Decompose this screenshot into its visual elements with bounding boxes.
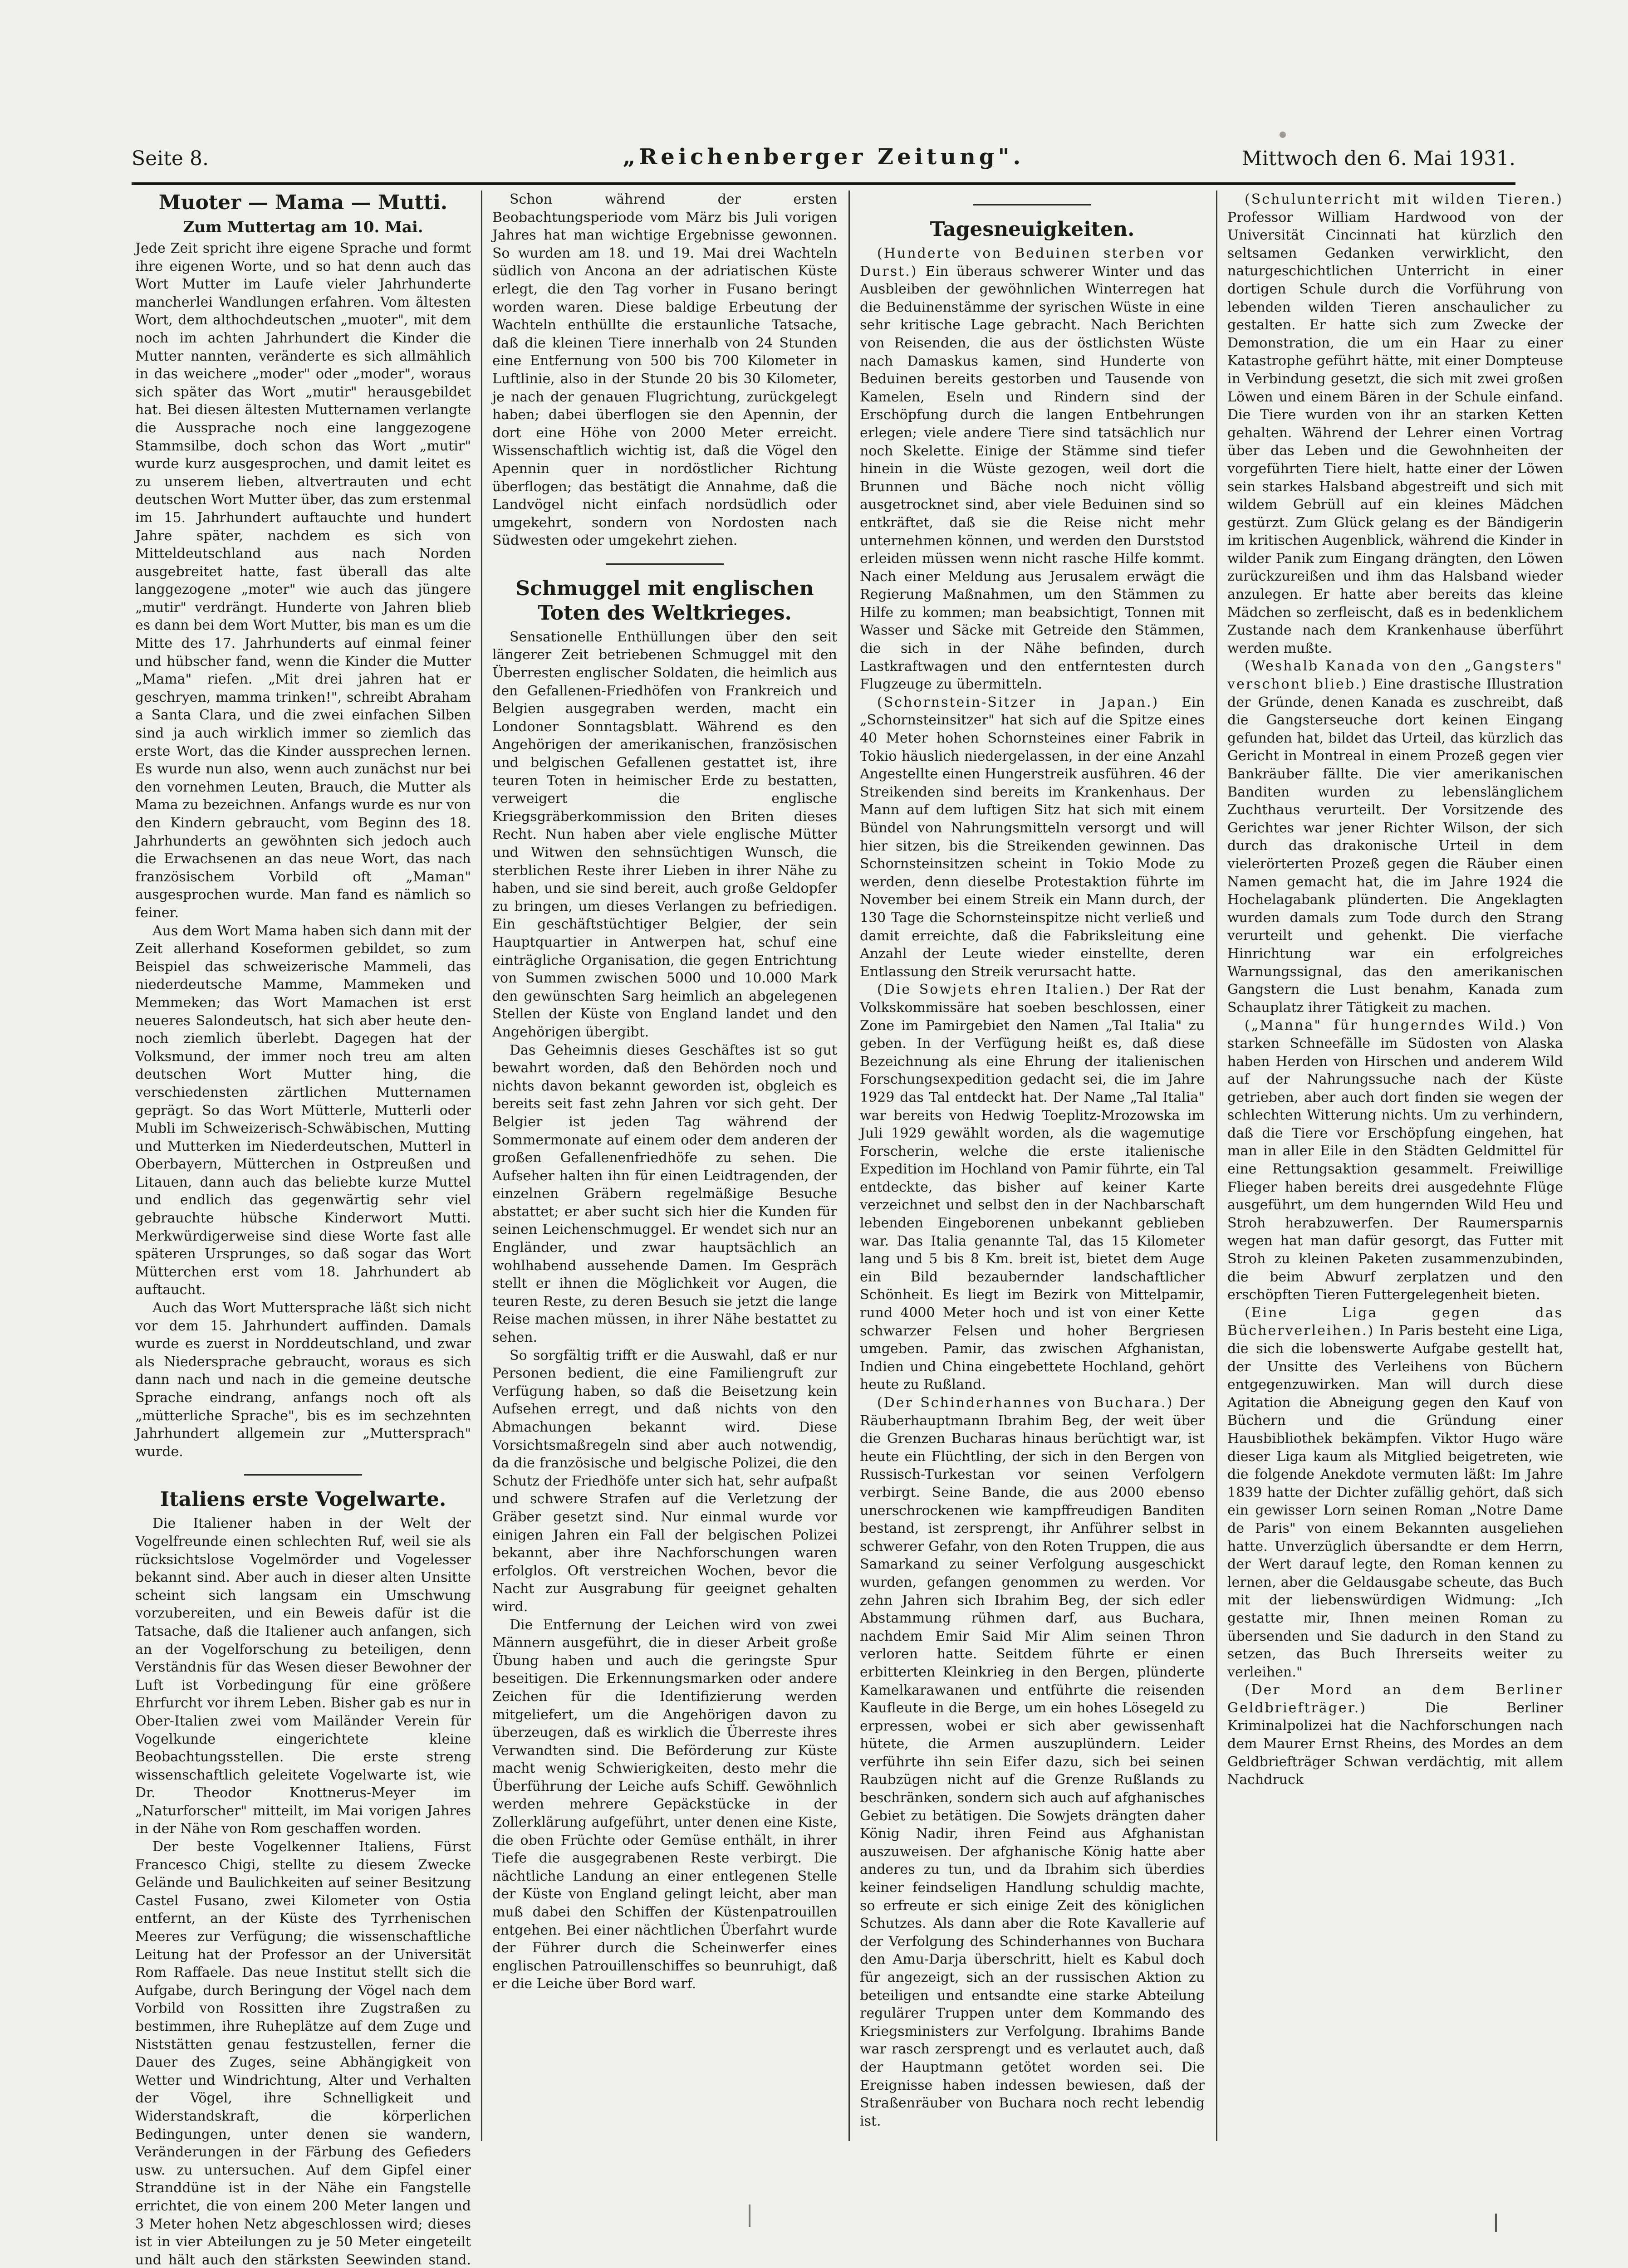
- article-separator: [973, 204, 1091, 205]
- column-4: [1227, 191, 1563, 2141]
- column-2: [492, 191, 837, 2141]
- paragraph: So sorgfältig trifft er die Auswahl, daß er nur Personen bedient, die eine Familiengruft zur Verfügung haben, so daß die Beisetzung kein Aufsehen erregt, und daß nichts von den Abmachungen bekannt wird. Diese Vorsichtsmaßregeln sind aber auch notwendig, da die französische und belgische Polizei, die den Schutz der Friedhöfe unter sich hat, sehr aufpaßt und schwere Strafen auf die Verletzung der Gräber gesetzt sind. Nur einmal wurde vor einigen Jahren ein Fall der belgischen Polizei bekannt, aber ihre Nachforschungen waren erfolglos. Oft verstreichen Wochen, bevor die Nacht zur Ausgrabung für geeignet gehalten wird.: [492, 1347, 837, 1615]
- column-3: [860, 191, 1205, 2141]
- page-number: Seite 8.: [132, 147, 209, 170]
- paragraph: Jede Zeit spricht ihre eigene Sprache und formt ihre eigenen Worte, und so hat denn auch das Wort Mutter im Laufe vieler Jahrhunderte mancherlei Wandlungen erfahren. Vom ältesten Wort, dem althochdeutschen „muoter", mit dem noch im achten Jahrhundert die Kinder die Mutter nannten, veränderte es sich allmählich in das weichere „moder" oder „moder", woraus sich später das Wort „mutir" herausgebildet hat. Bei diesen ältesten Mutternamen verlangte die Aussprache noch eine langgezogene Stammsilbe, doch schon das Wort „mutir" wurde kurz ausgesprochen, und damit leitet es zu unserem lieben, altvertrauten und echt deutschen Wort Mutter über, das zum erstenmal im 15. Jahrhundert auftauchte und hundert Jahre später, nachdem es sich von Mitteldeutschland aus nach Norden ausgebreitet hatte, fast überall das alte langgezogene „moter" wie auch das jüngere „mutir" verdrängt. Hunderte von Jahren blieb es dann bei dem Wort Mutter, bis man es um die Mitte des 17. Jahrhunderts auf einmal feiner und hübscher fand, wenn die Kinder die Mutter „Mama" riefen. „Mit drei jahren hat er geschryen, mamma trinken!", schreibt Abraham a Santa Clara, und die zwei einfachen Silben sind ja auch wirklich immer so ziemlich das erste Wort, das die Kinder aussprechen lernen. Es wurde nun also, wenn auch zunächst nur bei den vornehmen Leuten, Brauch, die Mutter als Mama zu bezeichnen. Anfangs wurde es nur von den Kindern gebraucht, vom Beginn des 18. Jahrhunderts an gewöhnten sich jedoch auch die Erwachsenen an das neue Wort, das nach französischem Vorbild oft „Maman" ausgesprochen wurde. Man fand es nämlich so feiner.: [135, 240, 471, 921]
- paragraph: Aus dem Wort Mama haben sich dann mit der Zeit allerhand Koseformen gebildet, so zum Beispiel das schweizerische Mammeli, das niederdeutsche Mamme, Mammeken und Memmeken; das Wort Mamachen ist erst neueres Salondeutsch, hat sich aber heute den-noch ziemlich überlebt. Dagegen hat der Volksmund, der immer noch treu am alten deutschen Wort Mutter hing, die verschiedensten zärtlichen Mutternamen geprägt. So das Wort Mütterle, Mutterli oder Mubli im Schweizerisch-Schwäbischen, Mutting und Mutterken im Niederdeutschen, Mutterl in Oberbayern, Mütterchen in Ostpreußen und Litauen, dann auch das beliebte kurze Muttel und endlich das gegenwärtig sehr viel gebrauchte hübsche Kinderwort Mutti. Merkwürdigerweise sind diese Worte fast alle späteren Ursprunges, so daß sogar das Wort Mütterchen erst vom 18. Jahrhundert ab auftaucht.: [135, 923, 471, 1298]
- page-header: [132, 144, 1515, 181]
- paragraph: Auch das Wort Muttersprache läßt sich nicht vor dem 15. Jahrhundert auffinden. Damals wurde es zuerst in Norddeutschland, und zwar als Niedersprache gebraucht, woraus es sich dann nach und nach in die gemeine deutsche Sprache eindrang, anfangs noch oft als „mütterliche Sprache", bis es im sechzehnten Jahrhundert allgemein zur „Muttersprach" wurde.: [135, 1300, 471, 1460]
- article-separator: [606, 563, 724, 565]
- section-title-tagesneuigkeiten: Tagesneuigkeiten.: [930, 218, 1135, 241]
- paragraph: Sensationelle Enthüllungen über den seit längerer Zeit betriebenen Schmuggel mit den Überresten englischer Soldaten, die heimlich aus den Gefallenen-Friedhöfen von Frankreich und Belgien ausgegraben werden, macht ein Londoner Sonntagsblatt. Während es den Angehörigen der amerikanischen, französischen und belgischen Gefallenen gestattet ist, ihre teuren Toten in heimischer Erde zu bestatten, verweigert die englische Kriegsgräberkommission den Briten dieses Recht. Nun haben aber viele englische Mütter und Witwen den sehnsüchtigen Wunsch, die sterblichen Reste ihrer Lieben in ihrer Nähe zu haben, und sie sind bereit, auch große Geldopfer zu bringen, um dieses Verlangen zu befriedigen. Ein geschäftstüchtiger Belgier, der sein Hauptquartier in Antwerpen hat, schuf eine einträgliche Organisation, die gegen Entrichtung von Summen zwischen 5000 und 10.000 Mark den gewünschten Sarg heimlich an abgelegenen Stellen der Küste von England landet und den Angehörigen übergibt.: [492, 629, 837, 1040]
- news-heading: (Schornstein-Sitzer in Japan.): [877, 694, 1159, 710]
- news-text: Die Berliner Kriminalpolizei hat die Nachforschungen nach dem Maurer Ernst Rheins, des Mordes an dem Geldbriefträger Schwan verdächtig, mit allem Nachdruck: [1227, 1700, 1563, 1788]
- news-heading: (Der Schinderhannes von Buchara.): [877, 1395, 1174, 1411]
- column-rule: [481, 191, 482, 2141]
- news-heading: („Manna" für hungerndes Wild.): [1245, 1017, 1527, 1034]
- news-text: Der Räuberhauptmann Ibrahim Beg, der weit über die Grenzen Bucharas hinaus berüchtigt war, ist heute ein Flüchtling, der sich in den Bergen von Russisch-Turkestan vor seinen Verfolgern verbirgt. Seine Bande, die aus 2000 ebenso unerschrockenen wie kampffreudigen Banditen bestand, ist zersprengt, ihr Anführer selbst in schwerer Gefahr, von den Roten Truppen, die aus Samarkand zu seiner Verfolgung ausgeschickt wurden, gefangen genommen zu werden. Vor zehn Jahren sich Ibrahim Beg, der sich edler Abstammung rühmen darf, aus Buchara, nachdem Emir Said Mir Alim seinen Thron verloren hatte. Seitdem führte er einen erbitterten Kleinkrieg in den Bergen, plünderte Kamelkarawanen und entführte die reisenden Kaufleute in die Berge, um ein hohes Lösegeld zu erpressen, wobei er sich aber gewissenhaft hütete, die Armen auszuplündern. Leider verführte ihn sein Eifer dazu, sich bei seinen Raubzügen nicht auf die Grenze Rußlands zu beschränken, sondern sich auch auf afghanisches Gebiet zu betätigen. Die Sowjets drängten daher König Nadir, ihren Feind aus Afghanistan auszuweisen. Der afghanische König hatte aber anderes zu tun, und da Ibrahim sich überdies keiner feindseligen Handlung schuldig machte, so erfreute er sich einige Zeit des königlichen Schutzes. Als dann aber die Rote Kavallerie auf der Verfolgung des Schinderhannes von Buchara den Amu-Darja überschritt, hielt es Kabul doch für angezeigt, sich an der russischen Aktion zu beteiligen und entsandte eine starke Abteilung regulärer Truppen unter dem Kommando des Kriegsministers zur Verfolgung. Ibrahims Bande war rasch zersprengt und es verlautet auch, daß der Hauptmann getötet worden sei. Die Ereignisse haben indessen bewiesen, daß der Straßenräuber von Buchara noch recht lebendig ist.: [860, 1395, 1205, 2129]
- column-rule: [848, 191, 850, 2141]
- news-text: Der Rat der Volkskommissäre hat soeben beschlossen, einer Zone im Pamirgebiet den Namen „Tal Italia" zu geben. In der Verfügung heißt es, daß diese Bezeichnung als eine Ehrung der italienischen Forschungsexpedition gedacht sei, die im Jahre 1929 das Tal entdeckt hat. Der Name „Tal Italia" war bereits von Hedwig Toeplitz-Mrozowska im Juli 1929 gewählt worden, als die wagemutige Forscherin, welche die erste italienische Expedition im Hochland von Pamir führte, ein Tal entdeckte, das bisher auf keiner Karte verzeichnet und selbst den in der Nachbarschaft lebenden Eingeborenen unbekannt geblieben war. Das Italia genannte Tal, das 15 Kilometer lang und 5 bis 8 Km. breit ist, bietet dem Auge ein Bild bezaubernder landschaftlicher Schönheit. Es liegt im Bezirk von Mittelpamir, rund 4000 Meter hoch und ist von einer Kette schwarzer Felsen und hoher Bergriesen umgeben. Pamir, das zwischen Afghanistan, Indien und China eingebettete Hochland, gehört heute zu Rußland.: [860, 982, 1205, 1393]
- ink-spot: [1280, 132, 1286, 138]
- column-rule: [1216, 191, 1217, 2141]
- article-subtitle-mutter: Zum Muttertag am 10. Mai.: [183, 218, 423, 236]
- news-heading: (Eine Liga gegen das Bücherverleihen.): [1227, 1305, 1563, 1339]
- header-rule: [132, 182, 1515, 185]
- column-1: [135, 191, 471, 2268]
- news-text: Von starken Schneefälle im Südosten von Alaska haben Herden von Hirschen und anderem Wild auf der Nahrungssuche nach der Küste getrieben, aber auch dort finden sie wegen der schlechten Witterung nichts. Um zu verhindern, daß die Tiere vor Erschöpfung eingehen, hat man in aller Eile in den Städten Geldmittel für eine Rettungsaktion gesammelt. Freiwillige Flieger haben bereits drei ausgedehnte Flüge ausgeführt, um dem hungernden Wild Heu und Stroh herabzuwerfen. Der Raumersparnis wegen hat man dafür gesorgt, das Futter mit Stroh zu kleinen Paketen zusammenzubinden, die beim Abwurf zerplatzen und den erschöpften Tieren Futtergelegenheit bieten.: [1227, 1017, 1563, 1303]
- news-text: In Paris besteht eine Liga, die sich die lobenswerte Aufgabe gestellt hat, der Unsitte des Verleihens von Büchern entgegenzuwirken. Man will durch diese Agitation die Abneigung gegen den Kauf von Büchern und die Gründung einer Hausbibliothek bekämpfen. Viktor Hugo wäre dieser Liga kaum als Mitglied beigetreten, wie die folgende Anekdote vermuten läßt: Im Jahre 1839 hatte der Dichter zufällig gehört, daß sich ein gewisser Lorn seinen Roman „Notre Dame de Paris" von einem Bekannten ausgeliehen hatte. Unverzüglich übersandte er dem Herrn, der Wert darauf legte, den Roman kennen zu lernen, aber die Geldausgabe scheute, das Buch mit der liebenswürdigen Widmung: „Ich gestatte mir, Ihnen meinen Roman zu übersenden und Sie dadurch in den Stand zu setzen, das Buch Ihrerseits weiter zu verleihen.": [1227, 1323, 1563, 1680]
- news-text: Eine drastische Illustration der Gründe, denen Kanada es zuschreibt, daß die Gangsterseuche dort keinen Eingang gefunden hat, bildet das Urteil, das kürzlich das Gericht in Montreal in einem Prozeß gegen vier Bankräuber fällte. Die vier amerikanischen Banditen wurden zu lebenslänglichem Zuchthaus verurteilt. Der Vorsitzende des Gerichtes war jener Richter Wilson, der sich durch das drakonische Urteil in dem vielerörterten Prozeß gegen die Räuber einen Namen gemacht hat, die im Jahre 1924 die Hochelagabank plünderten. Die Angeklagten wurden damals zum Tode durch den Strang verurteilt und gehenkt. Die vierfache Hinrichtung war ein erfolgreiches Warnungssignal, das den amerikanischen Gangstern die Lust benahm, Kanada zum Schauplatz ihrer Tätigkeit zu machen.: [1227, 676, 1563, 1016]
- paragraph: Schon während der ersten Beobachtungsperiode vom März bis Juli vorigen Jahres hat man wichtige Ergebnisse gewonnen. So wurden am 18. und 19. Mai drei Wachteln südlich von Ancona an der adriatischen Küste erlegt, die den Tag vorher in Fusano beringt worden waren. Diese baldige Erbeutung der Wachteln enthüllte die erstaunliche Tatsache, daß die kleinen Tiere innerhalb von 24 Stunden eine Entfernung von 500 bis 700 Kilometer in Luftlinie, also in der Stunde 20 bis 30 Kilometer, je nach der genauen Flugrichtung, zurückgelegt haben; dabei überflogen sie den Apennin, der dort eine Höhe von 2000 Meter erreicht. Wissenschaftlich wichtig ist, daß die Vögel den Apennin quer in nordöstlicher Richtung überflogen; das bestätigt die Annahme, daß die Landvögel nicht einfach nordsüdlich oder umgekehrt, sondern von Nordosten nach Südwesten oder umgekehrt ziehen.: [492, 191, 837, 549]
- paragraph: Das Geheimnis dieses Geschäftes ist so gut bewahrt worden, daß den Behörden noch und nichts davon bekannt geworden ist, obgleich es bereits seit fast zehn Jahren vor sich geht. Der Belgier ist jeden Tag während der Sommermonate auf einem oder dem anderen der großen Gefallenenfriedhöfe zu sehen. Die Aufseher halten ihn für einen Leidtragenden, der einzelnen Gräbern regelmäßige Besuche abstattet; er aber sucht sich hier die Kunden für seinen Leichenschmuggel. Er wendet sich nur an Engländer, und zwar hauptsächlich an wohlhabend aussehende Damen. Im Gespräch stellt er ihnen die Möglichkeit vor Augen, die teuren Reste, zu deren Besuch sie jetzt die lange Reise machen müssen, in ihrer Nähe bestattet zu sehen.: [492, 1042, 837, 1346]
- article-separator: [244, 1474, 362, 1476]
- article-title-vogelwarte: Italiens erste Vogelwarte.: [160, 1488, 446, 1511]
- news-text: Ein überaus schwerer Winter und das Ausbleiben der gewöhnlichen Winterregen hat die Beduinenstämme der syrischen Wüste in eine sehr kritische Lage gebracht. Nach Berichten von Reisenden, die aus der östlichsten Wüste nach Damaskus kamen, sind Hunderte von Beduinen bereits gestorben und Tausende von Kamelen, Eseln und Rindern sind der Erschöpfung durch die langen Entbehrungen erlegen; viele andere Tiere sind tatsächlich nur noch Skelette. Einige der Stämme sind tiefer hinein in die Wüste gezogen, weil dort die Brunnen und Bäche noch nicht völlig ausgetrocknet sind, aber viele Beduinen sind so entkräftet, daß sie die Reise nicht mehr unternehmen können, und werden den Durststod erleiden müssen wenn nicht rasche Hilfe kommt. Nach einer Meldung aus Jerusalem erwägt die Regierung Maßnahmen, um den Stämmen zu Hilfe zu kommen; man beabsichtigt, Tonnen mit Wasser und Säcke mit Getreide den Stämmen, die sich in der Nähe befinden, durch Lastkraftwagen und den entferntesten durch Flugzeuge zu übermitteln.: [860, 263, 1205, 693]
- news-heading: (Hunderte von Beduinen sterben vor Durst.): [860, 245, 1205, 279]
- paragraph: Der beste Vogelkenner Italiens, Fürst Francesco Chigi, stellte zu diesem Zwecke Gelände und Baulichkeiten auf seiner Besitzung Castel Fusano, zwei Kilometer von Ostia entfernt, an der Küste des Tyrrhenischen Meeres zur Verfügung; die wissenschaftliche Leitung hat der Professor an der Universität Rom Raffaele. Das neue Institut stellt sich die Aufgabe, durch Beringung der Vögel nach dem Vorbild von Rossitten ihre Zugstraßen zu bestimmen, ihre Ruheplätze auf dem Zuge und Niststätten genau festzustellen, ferner die Dauer des Zuges, seine Abhängigkeit von Wetter und Windrichtung, Alter und Verhalten der Vögel, ihre Schnelligkeit und Widerstandskraft, die körperlichen Bedingungen, unter denen sie wandern, Veränderungen in der Färbung des Gefieders usw. zu untersuchen. Auf dem Gipfel einer Stranddüne ist in der Nähe ein Fangstelle errichtet, die von einem 200 Meter langen und 3 Meter hohen Netz abgeschlossen wird; dieses ist in vier Abteilungen zu je 50 Meter eingeteilt und hält auch den stärksten Seewinden stand.: [135, 1839, 471, 2268]
- news-heading: (Der Mord an dem Berliner Geldbriefträger.): [1227, 1682, 1563, 1716]
- article-title-mutter: Muoter — Mama — Mutti.: [158, 191, 448, 214]
- news-text: Professor William Hardwood von der Universität Cincinnati hat kürzlich den seltsamen Gedanken verwirklicht, den naturgeschichtlichen Unterricht in einer dortigen Schule durch die Vorführung von lebenden wilden Tieren anschaulicher zu gestalten. Er hatte sich zum Zwecke der Demonstration, die um ein Haar zu einer Katastrophe geführt hätte, mit einer Dompteuse in Verbindung gesetzt, die sich mit zwei großen Löwen und einem Bären in der Schule einfand. Die Tiere wurden von ihr an starken Ketten gehalten. Während der Lehrer einen Vortrag über das Leben und die Gewohnheiten der vorgeführten Tiere hielt, hatte einer der Löwen sein starkes Halsband abgestreift und sich mit wildem Gebrüll auf ein kleines Mädchen gestürzt. Zum Glück gelang es der Bändigerin im kritischen Augenblick, während die Kinder in wilder Panik zum Eingang drängten, den Löwen zurückzureißen und ihm das Halsband wieder anzulegen. Er hatte aber bereits das kleine Mädchen so zerfleischt, daß es in bedenklichem Zustande nach dem Krankenhause überführt werden mußte.: [1227, 209, 1563, 656]
- news-heading: (Schulunterricht mit wilden Tieren.): [1245, 191, 1563, 207]
- scan-mark: [749, 2204, 750, 2227]
- scan-mark: [1495, 2214, 1497, 2232]
- news-heading: (Weshalb Kanada von den „Gangsters" verschont blieb.): [1227, 658, 1563, 693]
- article-title-schmuggel: Schmuggel mit englischen Toten des Weltkrieges.: [515, 577, 814, 625]
- issue-date: Mittwoch den 6. Mai 1931.: [1241, 147, 1515, 170]
- paragraph: Die Entfernung der Leichen wird von zwei Männern ausgeführt, die in dieser Arbeit große Übung haben und auch die geringste Spur beseitigen. Die Erkennungsmarken oder andere Zeichen für die Identifizierung werden mitgeliefert, um die Angehörigen davon zu überzeugen, daß es wirklich die Überreste ihres Verwandten sind. Die Beförderung zur Küste macht wenig Schwierigkeiten, desto mehr die Überführung der Leiche aufs Schiff. Gewöhnlich werden mehrere Gepäckstücke in der Zollerklärung aufgeführt, unter denen eine Kiste, die oben Früchte oder Gemüse enthält, in ihrer Tiefe die ausgegrabenen Reste verbirgt. Die nächtliche Landung an einer entlegenen Stelle der Küste von England gelingt leicht, aber man muß dabei den Schiffen der Küstenpatrouillen entgehen. Bei einer nächtlichen Überfahrt wurde der Führer durch die Scheinwerfer eines englischen Patrouillenschiffes so beunruhigt, daß er die Leiche über Bord warf.: [492, 1617, 837, 1992]
- paragraph: Die Italiener haben in der Welt der Vogelfreunde einen schlechten Ruf, weil sie als rücksichtslose Vogelmörder und Vogelesser bekannt sind. Aber auch in dieser alten Unsitte scheint sich langsam ein Umschwung vorzubereiten, und ein Beweis dafür ist die Tatsache, daß die Italiener auch anfangen, sich an der Vogelforschung zu beteiligen, denn Verständnis für das Wesen dieser Bewohner der Luft ist Vorbedingung für eine größere Ehrfurcht vor ihrem Leben. Bisher gab es nur in Ober-Italien zwei vom Mailänder Verein für Vogelkunde eingerichtete kleine Beobachtungsstellen. Die erste streng wissenschaftlich geleitete Vogelwarte ist, wie Dr. Theodor Knottnerus-Meyer im „Naturforscher" mitteilt, im Mai vorigen Jahres in der Nähe von Rom geschaffen worden.: [135, 1515, 471, 1837]
- news-text: Ein „Schornsteinsitzer" hat sich auf die Spitze eines 40 Meter hohen Schornsteines einer Fabrik in Tokio häuslich niedergelassen, in der eine Anzahl Angestellte einen Hungerstreik ausführen. 46 der Streikenden sind bereits im Krankenhaus. Der Mann auf dem luftigen Sitz hat sich mit einem Bündel von Nahrungsmitteln versorgt und will hier sitzen, bis die Streikenden gewinnen. Das Schornsteinsitzen scheint in Tokio Mode zu werden, denn dieselbe Protestaktion führte im November bei einem Streik ein Mann durch, der 130 Tage die Schornsteinspitze nicht verließ und damit erreichte, daß die Fabriksleitung eine Anzahl der Leute wieder einstellte, deren Entlassung den Streik verursacht hatte.: [860, 694, 1205, 980]
- newspaper-title: „Reichenberger Zeitung".: [623, 144, 1025, 170]
- news-heading: (Die Sowjets ehren Italien.): [877, 982, 1112, 998]
